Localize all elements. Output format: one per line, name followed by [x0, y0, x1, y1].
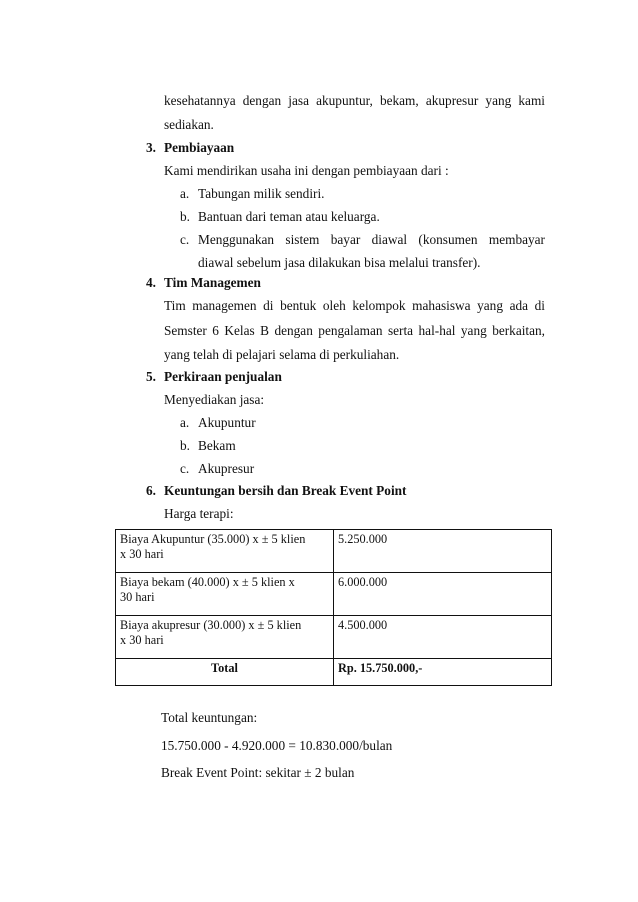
- therapy-price-table: [115, 529, 552, 686]
- table-total-row: [116, 659, 552, 686]
- section-3-text: Kami mendirikan usaha ini dengan pembiayaan dari :: [164, 163, 449, 178]
- summary-label: Total keuntungan:: [161, 710, 258, 725]
- section-3-item-b-letter: b.: [180, 209, 190, 224]
- section-5-item-b-text: Bekam: [198, 438, 236, 453]
- section-6-title: Keuntungan bersih dan Break Event Point: [164, 483, 407, 498]
- table-cell-item: [116, 616, 334, 659]
- table-cell-item: [116, 573, 334, 616]
- section-6-number: 6.: [146, 483, 156, 498]
- intro-line-1: kesehatannya dengan jasa akupuntur, bekam, akupresur yang kami: [164, 93, 545, 108]
- section-3-title: Pembiayaan: [164, 140, 235, 155]
- section-3-item-c-text-2: diawal sebelum jasa dilakukan bisa melalui transfer).: [198, 255, 481, 270]
- section-4-number: 4.: [146, 275, 156, 290]
- table-total-value: Rp. 15.750.000,-: [334, 659, 552, 686]
- item-line-2: x 30 hari: [120, 633, 164, 647]
- table-cell-value: 6.000.000: [334, 573, 552, 616]
- item-line-2: 30 hari: [120, 590, 155, 604]
- summary-break-even: Break Event Point: sekitar ± 2 bulan: [161, 765, 355, 780]
- section-5-number: 5.: [146, 369, 156, 384]
- table-row: [116, 530, 552, 573]
- table-row: [116, 573, 552, 616]
- section-5-text: Menyediakan jasa:: [164, 392, 265, 407]
- table-total-label: Total: [116, 659, 334, 686]
- section-5-item-a-letter: a.: [180, 415, 190, 430]
- section-4-title: Tim Managemen: [164, 275, 261, 290]
- section-3-item-c-text: Menggunakan sistem bayar diawal (konsumen membayar: [198, 232, 545, 247]
- section-4-line-2: Semster 6 Kelas B dengan pengalaman serta hal-hal yang berkaitan,: [164, 323, 545, 338]
- section-5-item-b-letter: b.: [180, 438, 190, 453]
- item-line-1: Biaya Akupuntur (35.000) x ± 5 klien: [120, 532, 306, 546]
- section-4-line-1: Tim managemen di bentuk oleh kelompok mahasiswa yang ada di: [164, 298, 545, 313]
- section-6-text: Harga terapi:: [164, 506, 234, 521]
- item-line-1: Biaya bekam (40.000) x ± 5 klien x: [120, 575, 295, 589]
- section-5-title: Perkiraan penjualan: [164, 369, 282, 384]
- table-cell-value: 5.250.000: [334, 530, 552, 573]
- table-row: [116, 616, 552, 659]
- section-3-number: 3.: [146, 140, 156, 155]
- section-5-item-c-text: Akupresur: [198, 461, 255, 476]
- section-3-item-a-letter: a.: [180, 186, 190, 201]
- item-line-1: Biaya akupresur (30.000) x ± 5 klien: [120, 618, 302, 632]
- section-4-line-3: yang telah di pelajari selama di perkuliahan.: [164, 347, 400, 362]
- item-line-2: x 30 hari: [120, 547, 164, 561]
- section-3-item-a-text: Tabungan milik sendiri.: [198, 186, 325, 201]
- table-cell-item: [116, 530, 334, 573]
- summary-calculation: 15.750.000 - 4.920.000 = 10.830.000/bulan: [161, 738, 393, 753]
- section-3-item-c-letter: c.: [180, 232, 190, 247]
- section-3-item-b-text: Bantuan dari teman atau keluarga.: [198, 209, 380, 224]
- section-5-item-a-text: Akupuntur: [198, 415, 256, 430]
- table-cell-value: 4.500.000: [334, 616, 552, 659]
- intro-line-2: sediakan.: [164, 117, 214, 132]
- section-5-item-c-letter: c.: [180, 461, 190, 476]
